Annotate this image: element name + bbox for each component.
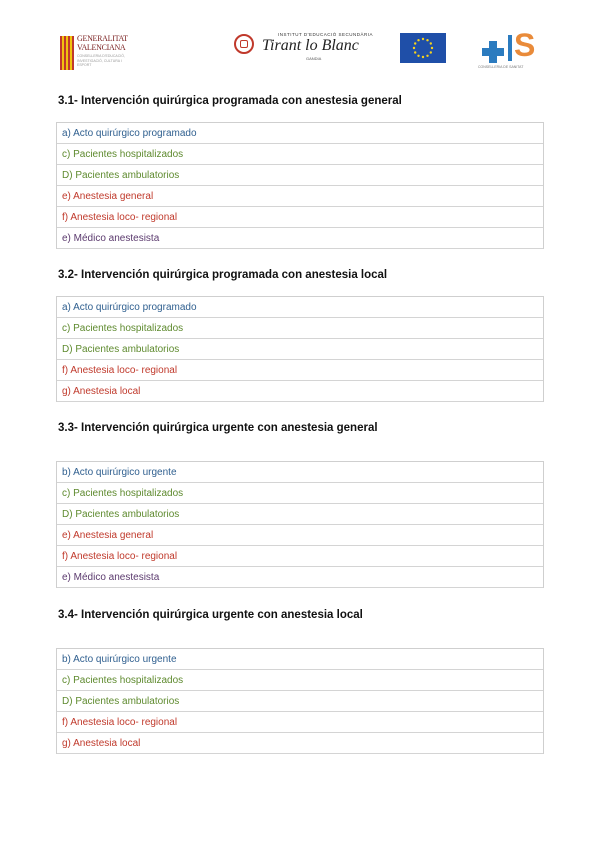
list-item: e) Anestesia general	[57, 525, 543, 546]
page-header	[0, 27, 600, 82]
option-list	[56, 296, 544, 402]
conselleria-subtitle: CONSELLERIA DE SANITAT	[478, 65, 524, 69]
option-list	[56, 461, 544, 588]
option-list	[56, 648, 544, 754]
generalitat-emblem-icon	[60, 36, 74, 70]
list-item: c) Pacientes hospitalizados	[57, 144, 543, 165]
section-title: 3.1- Intervención quirúrgica programada con anestesia general	[58, 95, 402, 107]
list-item: b) Acto quirúrgico urgente	[57, 462, 543, 483]
list-item: D) Pacientes ambulatorios	[57, 165, 543, 186]
list-item: c) Pacientes hospitalizados	[57, 670, 543, 691]
list-item: D) Pacientes ambulatorios	[57, 339, 543, 360]
generalitat-name: GENERALITAT VALENCIANA	[77, 34, 128, 52]
school-city: GANDIA	[306, 56, 322, 61]
list-item: e) Médico anestesista	[57, 567, 543, 588]
list-item: b) Acto quirúrgico urgente	[57, 649, 543, 670]
school-seal-icon	[234, 34, 254, 54]
conselleria-bar-icon	[508, 35, 512, 61]
list-item: a) Acto quirúrgico programado	[57, 123, 543, 144]
list-item: D) Pacientes ambulatorios	[57, 691, 543, 712]
list-item: g) Anestesia local	[57, 733, 543, 754]
conselleria-s-icon: S	[514, 27, 536, 63]
health-cross-icon	[482, 41, 504, 63]
list-item: c) Pacientes hospitalizados	[57, 318, 543, 339]
section-title: 3.2- Intervención quirúrgica programada con anestesia local	[58, 269, 388, 281]
list-item: f) Anestesia loco- regional	[57, 360, 543, 381]
section-title: 3.3- Intervención quirúrgica urgente con anestesia general	[58, 422, 378, 434]
list-item: g) Anestesia local	[57, 381, 543, 402]
option-list	[56, 122, 544, 249]
list-item: f) Anestesia loco- regional	[57, 712, 543, 733]
list-item: a) Acto quirúrgico programado	[57, 297, 543, 318]
list-item: D) Pacientes ambulatorios	[57, 504, 543, 525]
eu-flag-icon	[400, 33, 446, 63]
generalitat-subtitle: CONSELLERIA D'EDUCACIÓ, INVESTIGACIÓ, CULTURA I ESPORT	[77, 54, 125, 67]
generalitat-logo	[60, 34, 132, 78]
school-type: INSTITUT D'EDUCACIÓ SECUNDÀRIA	[278, 32, 374, 37]
list-item: e) Anestesia general	[57, 186, 543, 207]
list-item: f) Anestesia loco- regional	[57, 207, 543, 228]
school-logo	[234, 32, 374, 62]
conselleria-logo	[478, 27, 544, 69]
list-item: f) Anestesia loco- regional	[57, 546, 543, 567]
section-title: 3.4- Intervención quirúrgica urgente con anestesia local	[58, 609, 363, 621]
list-item: e) Médico anestesista	[57, 228, 543, 249]
school-name: Tirant lo Blanc	[262, 37, 359, 54]
list-item: c) Pacientes hospitalizados	[57, 483, 543, 504]
